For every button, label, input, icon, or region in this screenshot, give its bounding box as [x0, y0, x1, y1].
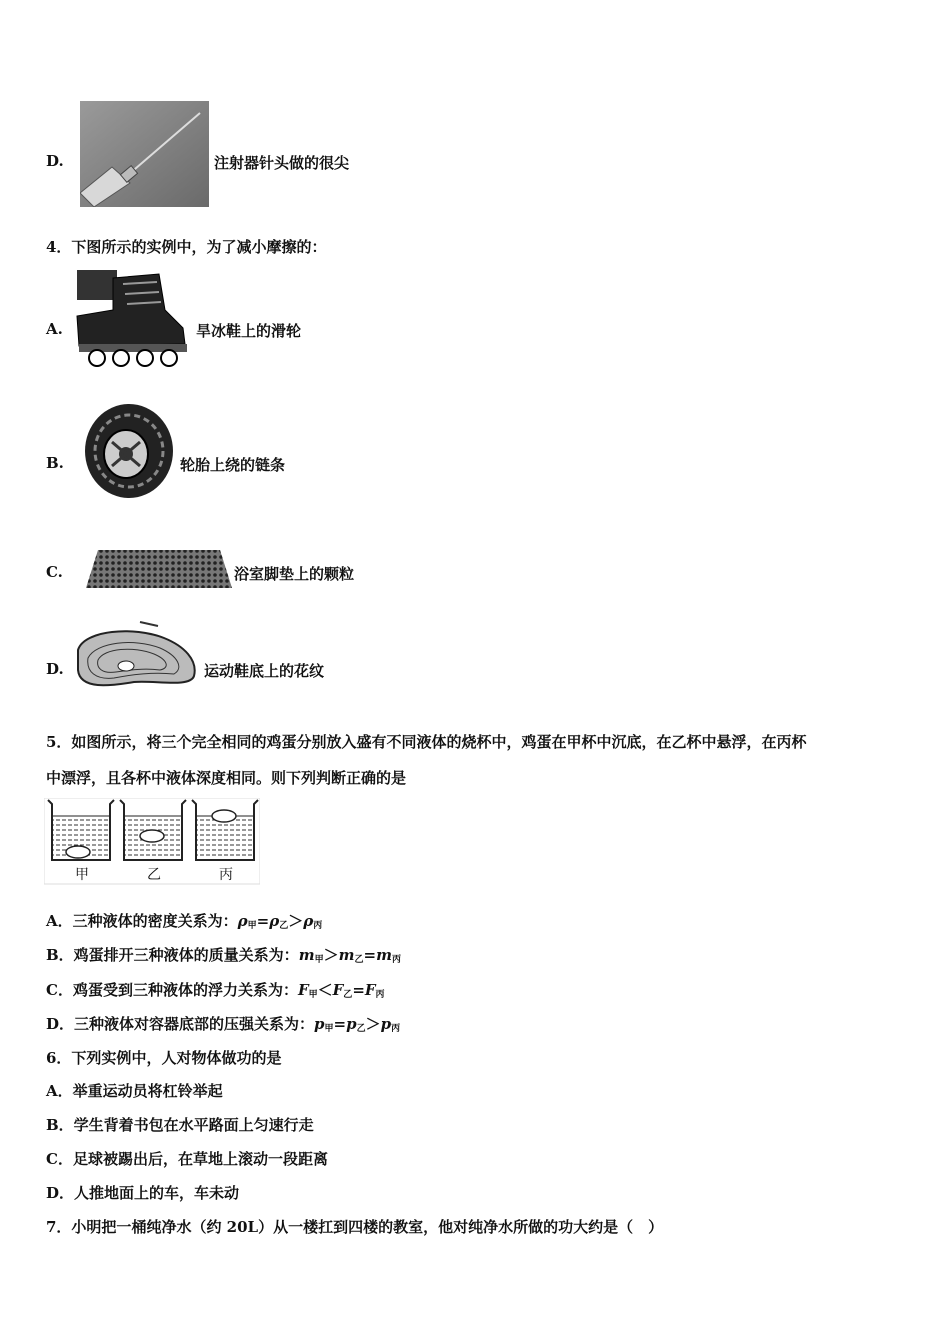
- q5-option-a: A．三种液体的密度关系为：$\rho_甲=\rho_乙>\rho_丙$: [46, 912, 323, 931]
- beaker-label-bing: 丙: [219, 867, 233, 883]
- q3-option-d-caption: 注射器针头做的很尖: [214, 154, 350, 172]
- q6-stem: 6．下列实例中，人对物体做功的是: [46, 1049, 282, 1067]
- q4-option-c-letter: C.: [46, 563, 63, 581]
- q3-option-d-letter: D.: [46, 152, 64, 170]
- q5-stem-line1: 5．如图所示，将三个完全相同的鸡蛋分别放入盛有不同液体的烧杯中，鸡蛋在甲杯中沉底，在乙杯中悬浮，在丙杯: [46, 733, 807, 751]
- beakers-figure: [44, 798, 260, 886]
- q4-option-d-caption: 运动鞋底上的花纹: [204, 662, 325, 680]
- beaker-bing: [192, 800, 258, 860]
- q6-option-a: A．举重运动员将杠铃举起: [46, 1082, 223, 1100]
- bath-mat-image: [86, 548, 232, 592]
- q7-stem: 7．小明把一桶纯净水（约 20L）从一楼扛到四楼的教室，他对纯净水所做的功大约是（ ）: [46, 1218, 664, 1236]
- q4-option-b-letter: B.: [46, 454, 64, 472]
- beaker-label-jia: 甲: [75, 867, 89, 883]
- q4-option-c-caption: 浴室脚垫上的颗粒: [234, 565, 355, 583]
- q5-option-c: C．鸡蛋受到三种液体的浮力关系为：$F_甲<F_乙=F_丙$: [46, 981, 385, 1000]
- shoe-sole-image: [74, 620, 200, 692]
- syringe-needle-image: [80, 101, 209, 207]
- q5-stem-line2: 中漂浮，且各杯中液体深度相同。则下列判断正确的是: [46, 769, 407, 787]
- q6-option-c: C．足球被踢出后，在草地上滚动一段距离: [46, 1150, 328, 1168]
- q6-option-b: B．学生背着书包在水平路面上匀速行走: [46, 1116, 314, 1134]
- q5-option-d: D．三种液体对容器底部的压强关系为：$p_甲=p_乙>p_丙$: [46, 1015, 401, 1034]
- tire-chain-image: [82, 402, 176, 500]
- q4-option-a-caption: 旱冰鞋上的滑轮: [196, 322, 302, 340]
- beaker-yi: [120, 800, 186, 860]
- q4-option-d-letter: D.: [46, 660, 64, 678]
- q4-stem: 4．下图所示的实例中，为了减小摩擦的：: [46, 238, 327, 256]
- q4-option-b-caption: 轮胎上绕的链条: [180, 456, 286, 474]
- roller-skate-image: [73, 270, 191, 367]
- q5-option-b: B．鸡蛋排开三种液体的质量关系为：$m_甲>m_乙=m_丙$: [46, 946, 401, 965]
- q4-option-a-letter: A.: [46, 320, 63, 338]
- beaker-label-yi: 乙: [147, 867, 161, 883]
- q6-option-d: D．人推地面上的车，车未动: [46, 1184, 240, 1202]
- beaker-jia: [48, 800, 114, 860]
